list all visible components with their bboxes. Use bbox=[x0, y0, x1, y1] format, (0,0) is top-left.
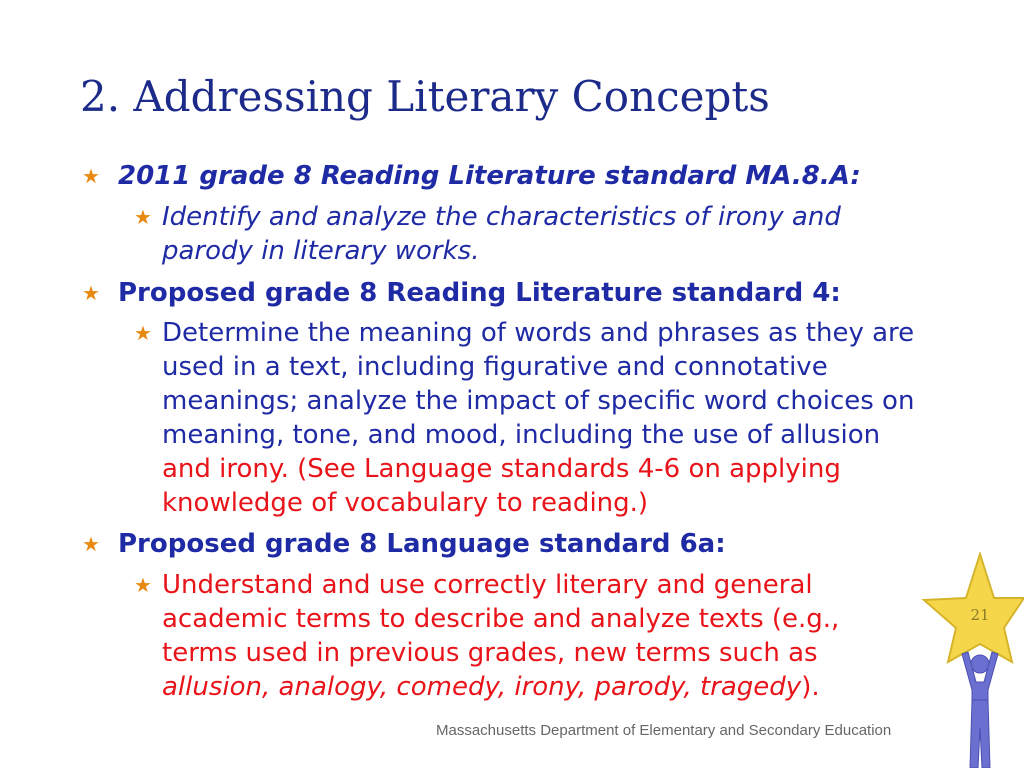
star-figure-icon bbox=[918, 552, 1024, 768]
star-icon: ★ bbox=[134, 321, 152, 345]
bullet-3-sub-italic: allusion, analogy, comedy, irony, parody, tragedy bbox=[162, 672, 802, 702]
bullet-2-sub-plain: Determine the meaning of words and phrases as they are used in a text, including figurative and connotative meanings; analyze the impact of specific word choices on meaning, tone, and mood, including the use of allusion bbox=[162, 318, 915, 450]
bullet-2 bbox=[82, 277, 841, 309]
star-icon: ★ bbox=[82, 164, 100, 188]
footer-text: Massachusetts Department of Elementary and Secondary Education bbox=[436, 722, 892, 739]
slide-title: 2. Addressing Literary Concepts bbox=[80, 72, 770, 121]
star-icon: ★ bbox=[82, 281, 100, 305]
bullet-3-sub-end: ). bbox=[801, 672, 820, 702]
bullet-1-heading: 2011 grade 8 Reading Literature standard MA.8.A: bbox=[118, 161, 861, 191]
page-number: 21 bbox=[970, 606, 990, 624]
bullet-3-sub-text bbox=[162, 568, 892, 704]
bullet-2-sub-text bbox=[162, 316, 922, 520]
bullet-2-sub bbox=[134, 316, 922, 520]
star-icon: ★ bbox=[134, 205, 152, 229]
bullet-3 bbox=[82, 528, 726, 560]
bullet-1-sub-text: Identify and analyze the characteristics of irony and parody in literary works. bbox=[162, 202, 841, 266]
bullet-2-heading: Proposed grade 8 Reading Literature standard 4: bbox=[118, 278, 841, 308]
bullet-3-heading: Proposed grade 8 Language standard 6a: bbox=[118, 529, 726, 559]
star-icon: ★ bbox=[134, 573, 152, 597]
bullet-1 bbox=[82, 160, 861, 192]
bullet-2-sub-red: and irony. (See Language standards 4-6 on applying knowledge of vocabulary to reading.) bbox=[162, 454, 841, 518]
star-icon: ★ bbox=[82, 532, 100, 556]
bullet-3-sub-red: Understand and use correctly literary and general academic terms to describe and analyze texts (e.g., terms used in previous grades, new terms such as bbox=[162, 570, 840, 668]
bullet-1-sub bbox=[134, 200, 902, 268]
bullet-3-sub bbox=[134, 568, 892, 704]
